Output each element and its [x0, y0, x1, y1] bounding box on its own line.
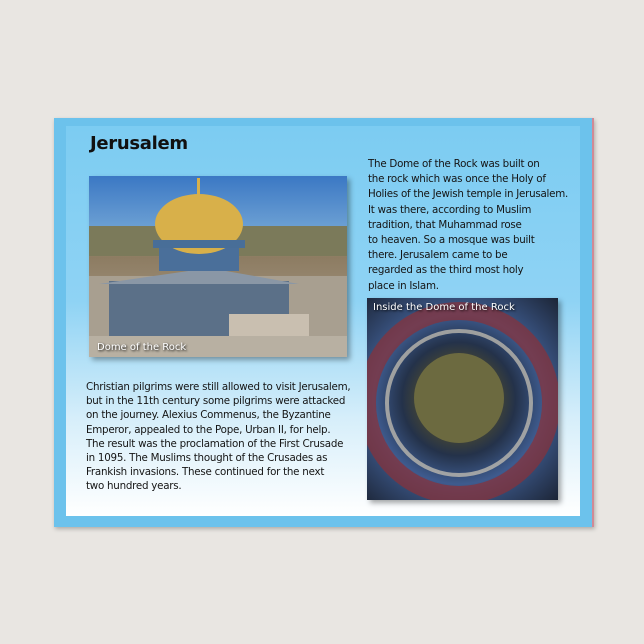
dome-interior-illustration [367, 298, 558, 500]
text-line: but in the 11th century some pilgrims were attacked [86, 395, 346, 408]
text-line: The result was the proclamation of the First Crusade [86, 437, 344, 450]
dome-interior-photo [367, 298, 558, 500]
dome-illustration [89, 176, 347, 357]
text-line: the rock which was once the Holy of [368, 173, 546, 186]
text-line: Christian pilgrims were still allowed to visit Jerusalem, [86, 381, 351, 393]
text-line: Holies of the Jewish temple in Jerusalem. [368, 188, 569, 201]
photo-caption: Dome of the Rock [97, 342, 187, 353]
dome-description [368, 157, 568, 294]
text-line: Frankish invasions. These continued for the next [86, 466, 325, 479]
crusades-description [86, 380, 350, 494]
dome-exterior-photo [89, 176, 347, 357]
text-line: It was there, according to Muslim [368, 203, 532, 216]
text-line: on the journey. Alexius Commenus, the Byzantine [86, 409, 331, 422]
text-line: The Dome of the Rock was built on [368, 158, 540, 170]
photo-caption: Inside the Dome of the Rock [373, 302, 515, 313]
text-line: two hundred years. [86, 480, 182, 493]
text-line: in 1095. The Muslims thought of the Crusades as [86, 452, 328, 465]
text-line: there. Jerusalem came to be [368, 249, 508, 262]
text-line: to heaven. So a mosque was built [368, 234, 535, 247]
text-line: tradition, that Muhammad rose [368, 218, 522, 231]
text-line: Emperor, appealed to the Pope, Urban II, for help. [86, 423, 331, 436]
page-title: Jerusalem [90, 133, 188, 154]
text-line: regarded as the third most holy [368, 264, 524, 277]
text-line: place in Islam. [368, 279, 439, 292]
